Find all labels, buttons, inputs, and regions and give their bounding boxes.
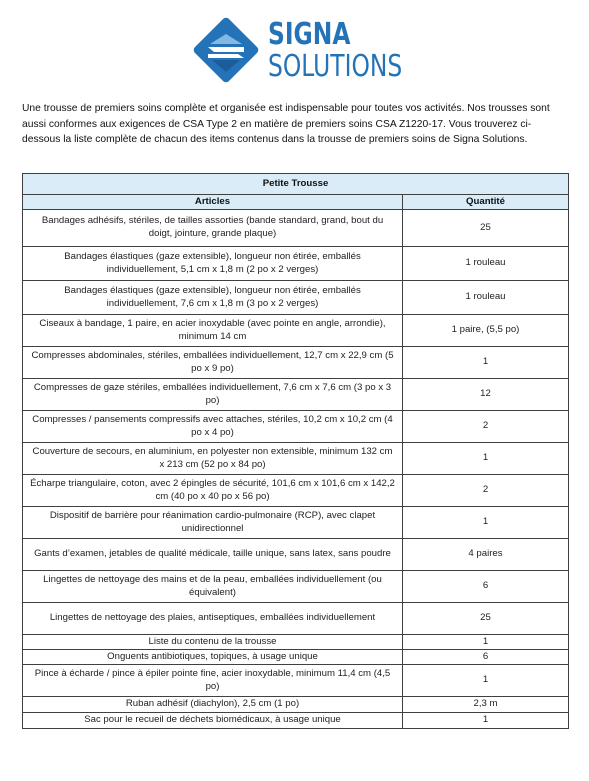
quantity-cell: 2	[403, 475, 569, 507]
table-row	[23, 443, 569, 475]
table-row	[23, 697, 569, 713]
table-title: Petite Trousse	[23, 174, 569, 195]
table-row	[23, 411, 569, 443]
article-cell: Ciseaux à bandage, 1 paire, en acier inoxydable (avec pointe en angle, arrondie), minimum 14 cm	[23, 315, 403, 347]
quantity-cell: 4 paires	[403, 539, 569, 571]
article-cell: Dispositif de barrière pour réanimation cardio-pulmonaire (RCP), avec clapet unidirectionnel	[23, 507, 403, 539]
logo-wordmark	[268, 17, 440, 84]
quantity-cell: 2	[403, 411, 569, 443]
quantity-cell: 1	[403, 507, 569, 539]
table-row	[23, 379, 569, 411]
table-title-row	[23, 174, 569, 195]
quantity-cell: 1 rouleau	[403, 281, 569, 315]
quantity-cell: 1	[403, 347, 569, 379]
table-row	[23, 281, 569, 315]
article-cell: Compresses abdominales, stériles, emballées individuellement, 12,7 cm x 22,9 cm (5 po x 9 po)	[23, 347, 403, 379]
article-cell: Bandages élastiques (gaze extensible), longueur non étirée, emballés individuellement, 5,1 cm x 1,8 m (2 po x 2 verges)	[23, 247, 403, 281]
intro-paragraph: Une trousse de premiers soins complète et organisée est indispensable pour toutes vos activités. Nos trousses sont aussi conformes aux exigences de CSA Type 2 en matière de premiers soins CSA Z1220-17. Vous trouverez ci-dessous la liste complète de chacun des items contenus dans la trousse de premiers soins de Signa Solutions.	[22, 103, 550, 146]
quantity-cell: 1	[403, 443, 569, 475]
column-header-articles: Articles	[23, 195, 403, 210]
table-row	[23, 539, 569, 571]
quantity-cell: 6	[403, 650, 569, 665]
logo-line-signa: SIGNA	[268, 17, 351, 52]
table-row	[23, 571, 569, 603]
article-cell: Écharpe triangulaire, coton, avec 2 épingles de sécurité, 101,6 cm x 101,6 cm x 142,2 cm (40 po x 40 po x 56 po)	[23, 475, 403, 507]
quantity-cell: 2,3 m	[403, 697, 569, 713]
table-row	[23, 635, 569, 650]
quantity-cell: 12	[403, 379, 569, 411]
article-cell: Gants d’examen, jetables de qualité médicale, taille unique, sans latex, sans poudre	[23, 539, 403, 571]
logo-line-solutions: SOLUTIONS	[268, 49, 403, 84]
table-row	[23, 210, 569, 247]
article-cell: Bandages élastiques (gaze extensible), longueur non étirée, emballés individuellement, 7,6 cm x 1,8 m (3 po x 2 verges)	[23, 281, 403, 315]
table-row	[23, 315, 569, 347]
signa-solutions-logo	[190, 14, 410, 94]
quantity-cell: 1 paire, (5,5 po)	[403, 315, 569, 347]
logo-mark-icon	[190, 14, 262, 86]
article-cell: Lingettes de nettoyage des mains et de la peau, emballées individuellement (ou équivalent)	[23, 571, 403, 603]
table-row	[23, 247, 569, 281]
table-row	[23, 650, 569, 665]
kit-contents-table	[22, 173, 569, 729]
table-row	[23, 603, 569, 635]
article-cell: Pince à écharde / pince à épiler pointe fine, acier inoxydable, minimum 11,4 cm (4,5 po)	[23, 665, 403, 697]
article-cell: Ruban adhésif (diachylon), 2,5 cm (1 po)	[23, 697, 403, 713]
column-header-quantity: Quantité	[403, 195, 569, 210]
table-row	[23, 347, 569, 379]
quantity-cell: 1	[403, 635, 569, 650]
article-cell: Liste du contenu de la trousse	[23, 635, 403, 650]
article-cell: Sac pour le recueil de déchets biomédicaux, à usage unique	[23, 713, 403, 729]
article-cell: Onguents antibiotiques, topiques, à usage unique	[23, 650, 403, 665]
quantity-cell: 25	[403, 603, 569, 635]
table-body	[23, 210, 569, 729]
table-header-row	[23, 195, 569, 210]
table-row	[23, 665, 569, 697]
article-cell: Lingettes de nettoyage des plaies, antiseptiques, emballées individuellement	[23, 603, 403, 635]
table-row	[23, 713, 569, 729]
table-row	[23, 475, 569, 507]
quantity-cell: 1 rouleau	[403, 247, 569, 281]
article-cell: Compresses de gaze stériles, emballées individuellement, 7,6 cm x 7,6 cm (3 po x 3 po)	[23, 379, 403, 411]
article-cell: Bandages adhésifs, stériles, de tailles assorties (bande standard, grand, bout du doigt, jointure, grande plaque)	[23, 210, 403, 247]
table-row	[23, 507, 569, 539]
article-cell: Couverture de secours, en aluminium, en polyester non extensible, minimum 132 cm x 213 cm (52 po x 84 po)	[23, 443, 403, 475]
quantity-cell: 1	[403, 713, 569, 729]
article-cell: Compresses / pansements compressifs avec attaches, stériles, 10,2 cm x 10,2 cm (4 po x 4 po)	[23, 411, 403, 443]
quantity-cell: 6	[403, 571, 569, 603]
quantity-cell: 1	[403, 665, 569, 697]
quantity-cell: 25	[403, 210, 569, 247]
